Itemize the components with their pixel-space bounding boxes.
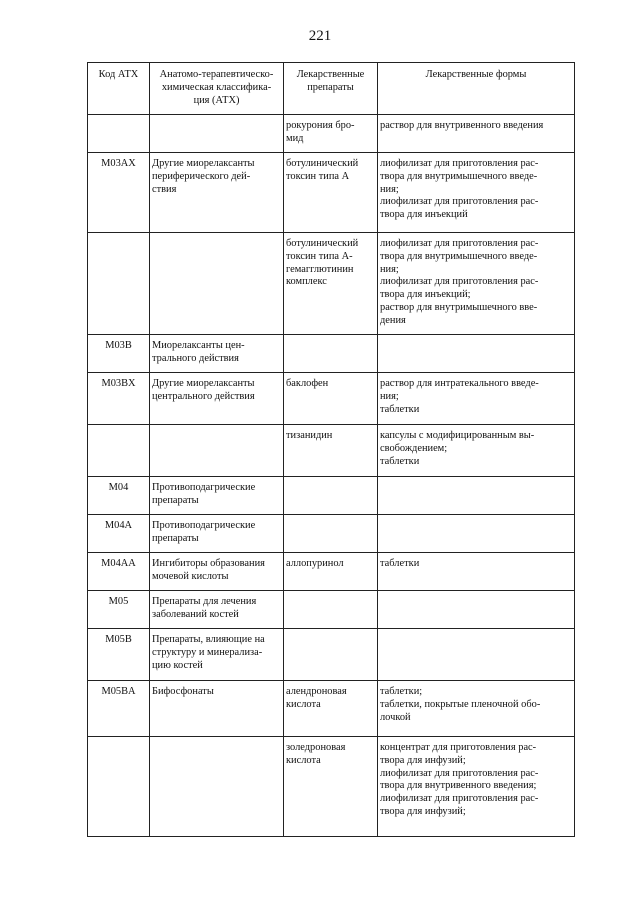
atx-code-cell <box>88 115 150 153</box>
classification-cell: Другие миорелаксанты периферического дей- ствия <box>150 153 284 233</box>
atx-code-cell: M05 <box>88 591 150 629</box>
dosage-form-cell: лиофилизат для приготовления рас- твора для внутримышечного введе- ния; лиофилизат для приготовления рас- твора для инъекций <box>378 153 575 233</box>
dosage-form-cell: таблетки; таблетки, покрытые пленочной обо- лочкой <box>378 681 575 737</box>
dosage-form-cell: капсулы с модифицированным вы- свобождением; таблетки <box>378 425 575 477</box>
dosage-form-cell: концентрат для приготовления рас- твора для инфузий; лиофилизат для приготовления рас- твора для внутривенного введения; лиофилизат для приготовления рас- твора для инфузий; <box>378 737 575 837</box>
atx-code-cell: M03B <box>88 335 150 373</box>
table-row <box>88 477 575 515</box>
drug-cell: алендроновая кислота <box>284 681 378 737</box>
dosage-form-cell <box>378 335 575 373</box>
classification-cell: Противоподагрические препараты <box>150 477 284 515</box>
table-row <box>88 629 575 681</box>
table-row <box>88 425 575 477</box>
dosage-form-cell <box>378 629 575 681</box>
dosage-form-cell <box>378 591 575 629</box>
atx-code-cell: M04A <box>88 515 150 553</box>
classification-cell <box>150 737 284 837</box>
dosage-form-cell <box>378 477 575 515</box>
dosage-form-cell: лиофилизат для приготовления рас- твора для внутримышечного введе- ния; лиофилизат для приготовления рас- твора для инъекций; раствор для внутримышечного вве- дения <box>378 233 575 335</box>
drug-cell <box>284 515 378 553</box>
drug-cell: ботулинический токсин типа А <box>284 153 378 233</box>
classification-cell <box>150 233 284 335</box>
table-row <box>88 515 575 553</box>
classification-cell: Другие миорелаксанты центрального действия <box>150 373 284 425</box>
table-row <box>88 335 575 373</box>
dosage-form-cell <box>378 515 575 553</box>
dosage-form-cell: раствор для внутривенного введения <box>378 115 575 153</box>
table-row <box>88 553 575 591</box>
drug-cell <box>284 591 378 629</box>
table-header-row <box>88 63 575 115</box>
table-row <box>88 373 575 425</box>
drug-cell <box>284 477 378 515</box>
atx-table <box>87 62 575 837</box>
classification-cell <box>150 115 284 153</box>
table-row <box>88 681 575 737</box>
table-row <box>88 591 575 629</box>
drug-cell: баклофен <box>284 373 378 425</box>
atx-code-cell: M04AA <box>88 553 150 591</box>
atx-code-cell <box>88 737 150 837</box>
drug-cell: тизанидин <box>284 425 378 477</box>
atx-code-cell <box>88 233 150 335</box>
header-drugs: Лекарственные препараты <box>284 63 378 115</box>
drug-cell <box>284 335 378 373</box>
dosage-form-cell: таблетки <box>378 553 575 591</box>
classification-cell: Ингибиторы образования мочевой кислоты <box>150 553 284 591</box>
drug-cell: золедроновая кислота <box>284 737 378 837</box>
classification-cell: Препараты, влияющие на структуру и минерализа- цию костей <box>150 629 284 681</box>
header-atx-classification: Анатомо-терапевтическо- химическая классифика- ция (АТХ) <box>150 63 284 115</box>
drug-cell: ботулинический токсин типа А- гемагглютинин комплекс <box>284 233 378 335</box>
atx-code-cell: M04 <box>88 477 150 515</box>
drug-cell <box>284 629 378 681</box>
atx-code-cell: M05BA <box>88 681 150 737</box>
page-number: 221 <box>308 28 332 44</box>
classification-cell: Миорелаксанты цен- трального действия <box>150 335 284 373</box>
table-row <box>88 153 575 233</box>
atx-code-cell: M03BX <box>88 373 150 425</box>
dosage-form-cell: раствор для интратекального введе- ния; таблетки <box>378 373 575 425</box>
atx-code-cell: M03AX <box>88 153 150 233</box>
classification-cell: Препараты для лечения заболеваний костей <box>150 591 284 629</box>
table-row <box>88 737 575 837</box>
atx-code-cell: M05B <box>88 629 150 681</box>
drug-cell: аллопуринол <box>284 553 378 591</box>
classification-cell <box>150 425 284 477</box>
classification-cell: Бифосфонаты <box>150 681 284 737</box>
header-dosage-forms: Лекарственные формы <box>378 63 575 115</box>
atx-code-cell <box>88 425 150 477</box>
drug-cell: рокурония бро- мид <box>284 115 378 153</box>
table-row <box>88 233 575 335</box>
table-row <box>88 115 575 153</box>
header-atx-code: Код АТХ <box>88 63 150 115</box>
classification-cell: Противоподагрические препараты <box>150 515 284 553</box>
